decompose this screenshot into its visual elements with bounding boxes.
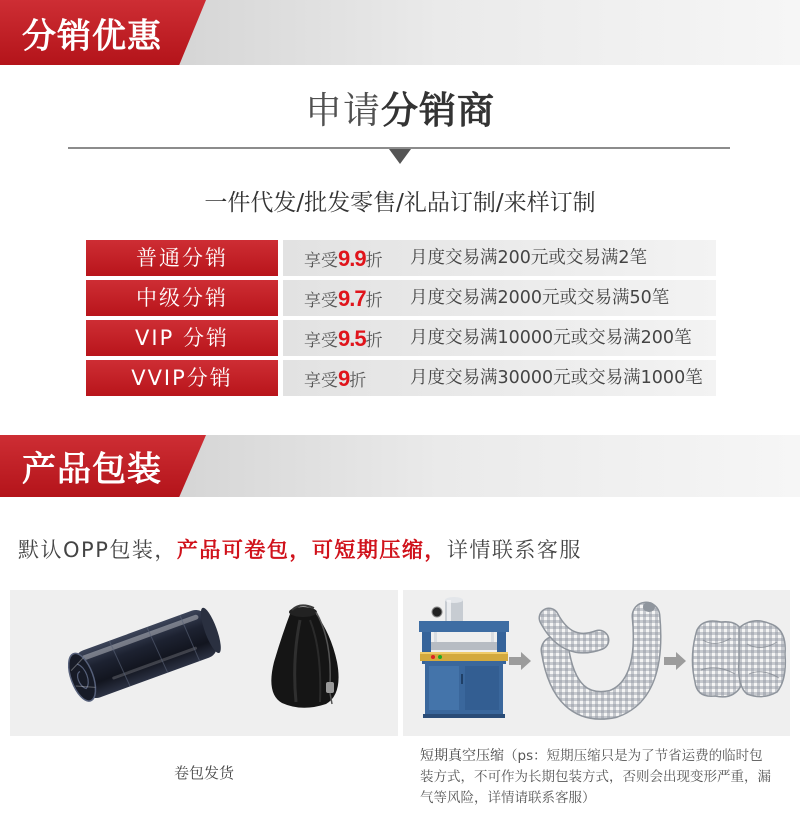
vacuum-caption	[420, 746, 772, 809]
vacuum-package-illustration	[403, 590, 790, 736]
roll-package-panel	[10, 590, 398, 736]
tier-discount	[304, 360, 366, 396]
packaging-banner-title: 产品包装	[22, 449, 162, 490]
discount-suffix: 折	[349, 371, 367, 391]
apply-title-regular: 申请	[305, 89, 381, 132]
discount-value: 9	[338, 366, 350, 391]
tier-condition: 月度交易满10000元或交易满200笔	[410, 328, 692, 348]
tier-condition: 月度交易满200元或交易满2笔	[410, 248, 648, 268]
tier-row	[86, 320, 716, 356]
vacuum-caption-title: 短期真空压缩	[420, 748, 504, 764]
compressed-pillows-image	[692, 621, 785, 697]
tier-info	[283, 320, 716, 356]
packaging-note-contact: 详情联系客服	[446, 538, 582, 562]
discount-value: 9.9	[338, 246, 366, 271]
triangle-down-icon	[389, 149, 411, 164]
discount-prefix: 享受	[304, 371, 338, 391]
roll-caption: 卷包发货	[173, 764, 234, 782]
tier-discount	[304, 280, 383, 316]
tier-row	[86, 280, 716, 316]
tier-name: VIP 分销	[86, 320, 278, 356]
arrow-right-icon	[509, 652, 531, 670]
tier-condition: 月度交易满30000元或交易满1000笔	[410, 368, 703, 388]
discount-suffix: 折	[365, 291, 383, 311]
tier-condition: 月度交易满2000元或交易满50笔	[410, 288, 670, 308]
packaging-note-highlight: 产品可卷包，可短期压缩，	[176, 538, 447, 562]
vacuum-package-panel	[403, 590, 790, 736]
distribution-banner	[0, 0, 800, 65]
apply-title	[0, 86, 800, 136]
tier-info	[283, 240, 716, 276]
tier-name: 中级分销	[86, 280, 278, 316]
tier-info	[283, 280, 716, 316]
packaging-note-default: 默认OPP包装，	[18, 538, 177, 562]
tier-discount	[304, 320, 383, 356]
discount-prefix: 享受	[304, 331, 338, 351]
discount-prefix: 享受	[304, 291, 338, 311]
roll-package-illustration	[10, 590, 398, 736]
rolled-pillow-image	[63, 605, 225, 705]
discount-suffix: 折	[365, 251, 383, 271]
vacuum-caption-detail: （ps：短期压缩只是为了节省运费的临时包装方式，不可作为长期包装方式，否则会出现变形严重，漏气等风险，详情请联系客服）	[420, 748, 771, 806]
discount-suffix: 折	[365, 331, 383, 351]
drawstring-bag-image	[271, 605, 338, 707]
u-shaped-pillow-image	[549, 602, 655, 705]
services-subtitle: 一件代发/批发零售/礼品订制/来样订制	[204, 190, 596, 216]
tier-name: 普通分销	[86, 240, 278, 276]
vacuum-press-machine-image	[419, 597, 509, 718]
discount-value: 9.5	[338, 326, 366, 351]
distribution-banner-title: 分销优惠	[22, 16, 162, 56]
tier-info	[283, 360, 716, 396]
tier-name: VVIP分销	[86, 360, 278, 396]
arrow-right-icon	[664, 652, 686, 670]
tier-row	[86, 360, 716, 396]
discount-prefix: 享受	[304, 251, 338, 271]
packaging-note	[18, 533, 582, 567]
discount-value: 9.7	[338, 286, 366, 311]
tier-row	[86, 240, 716, 276]
tier-discount	[304, 240, 383, 276]
apply-title-bold: 分销商	[381, 89, 495, 132]
packaging-banner	[0, 435, 800, 497]
